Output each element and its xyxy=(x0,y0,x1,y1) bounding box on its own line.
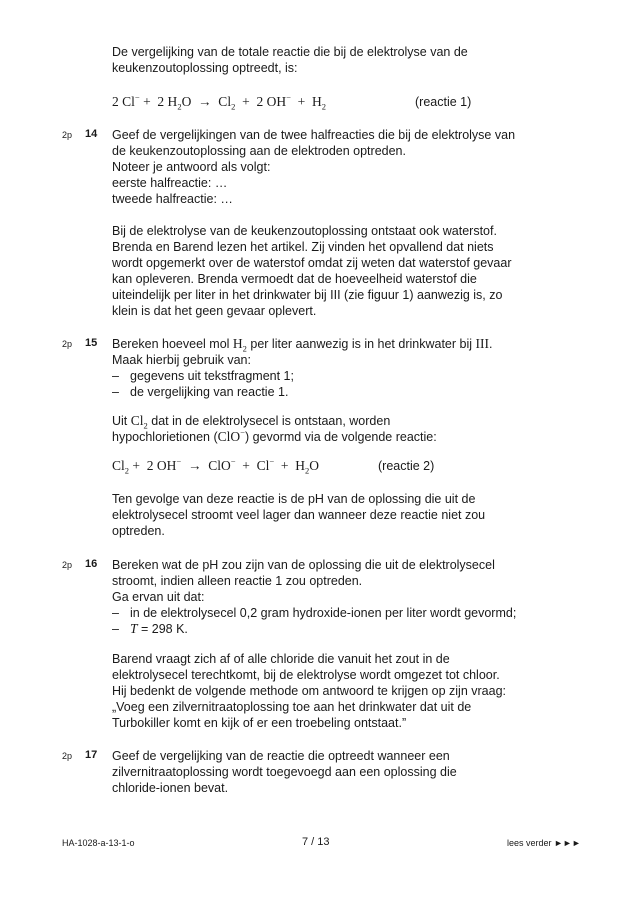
q15-line-1: Bereken hoeveel mol $H_2$ per liter aanwezig is in het drinkwater bij III. xyxy=(112,336,493,354)
footer-exam-code: HA-1028-a-13-1-o xyxy=(62,838,135,848)
q14-number: 14 xyxy=(85,128,98,140)
context2-line-1: Uit $Cl_2$ dat in de elektrolysecel is ontstaan, worden xyxy=(112,413,391,431)
context-hydrogen-text: Bij de elektrolyse van de keukenzoutoplossing ontstaat ook waterstof. Brenda en Barend lezen het artikel. Zij vinden het opvallend dat niets wordt opgemerkt over de waterstof omdat zij weten dat waterstof gevaar kan opleveren. Brenda vermoedt dat de hoeveelheid waterstof die uiteindelijk per liter in het drinkwater bij III (zie figuur 1) aanwezig is, zo klein is dat het geen gevaar oplevert. xyxy=(112,224,512,318)
q17-text: Geef de vergelijking van de reactie die optreedt wanneer een zilvernitraatoplossing wordt toegevoegd aan een oplossing die chloride-ionen bevat. xyxy=(112,749,457,795)
context-silver-nitrate-text: Barend vraagt zich af of alle chloride die vanuit het zout in de elektrolysecel terechtkomt, bij de elektrolyse wordt omgezet tot chloor. Hij bedenkt de volgende methode om antwoord te krijgen op zijn vraag: „Voeg een zilvernitraatoplossing toe aan het drinkwater dat uit de Turbokiller komt en kijk of er een troebeling ontstaat.” xyxy=(112,652,506,730)
q16-bullet: – in de elektrolysecel 0,2 gram hydroxide-ionen per liter wordt gevormd; xyxy=(112,606,517,620)
q15-bullet: – de vergelijking van reactie 1. xyxy=(112,385,289,399)
intro-text: De vergelijking van de totale reactie die bij de elektrolyse van de keukenzoutoplossing optreedt, is: xyxy=(112,45,468,75)
q14-points: 2p xyxy=(62,130,73,140)
reaction-2-equation: $Cl_2 + 2$ $OH^- \to ClO^- + Cl^- + H_2O$ xyxy=(112,456,320,476)
footer-continue-link: lees verder ►►► xyxy=(507,838,581,848)
q15-number: 15 xyxy=(85,337,98,349)
q16-bullet: – T = 298 K. xyxy=(112,621,188,636)
q15-bullet: – gegevens uit tekstfragment 1; xyxy=(112,369,294,383)
footer-page-number: 7 / 13 xyxy=(302,836,330,848)
context-hypochlorite-text xyxy=(112,413,582,445)
q16-text: Bereken wat de pH zou zijn van de oplossing die uit de elektrolysecel stroomt, indien alleen reactie 1 zou optreden. Ga ervan uit dat: – in de elektrolysecel 0,2 gram hydroxide-ionen per liter wordt gevormd; – T = 298 K. xyxy=(112,557,582,637)
q16-points: 2p xyxy=(62,560,73,570)
context-ph-text: Ten gevolge van deze reactie is de pH van de oplossing die uit de elektrolysecel stroomt veel lager dan wanneer deze reactie niet zou optreden. xyxy=(112,492,486,538)
context2-line-2: hypochlorietionen (ClO−) gevormd via de volgende reactie: xyxy=(112,427,437,444)
q16-number: 16 xyxy=(85,558,98,570)
q17-points: 2p xyxy=(62,751,73,761)
q15-points: 2p xyxy=(62,339,73,349)
q17-number: 17 xyxy=(85,749,98,761)
q14-text: Geef de vergelijkingen van de twee halfreacties die bij de elektrolyse van de keukenzoutoplossing aan de elektroden optreden. Noteer je antwoord als volgt: eerste halfreactie: … tweede halfreactie: … xyxy=(112,128,516,206)
q15-text: Bereken hoeveel mol $H_2$ per liter aanwezig is in het drinkwater bij III. Maak hierbij gebruik van: – gegevens uit tekstfragment 1; – de vergelijking van reactie 1. xyxy=(112,336,582,400)
reaction-1-label: (reactie 1) xyxy=(415,95,472,109)
reaction-2-label: (reactie 2) xyxy=(378,459,435,473)
reaction-1-equation: 2 Cl− + 2 $H_2O \to Cl_2 + 2$ $OH^- + H_2$ xyxy=(112,92,326,112)
